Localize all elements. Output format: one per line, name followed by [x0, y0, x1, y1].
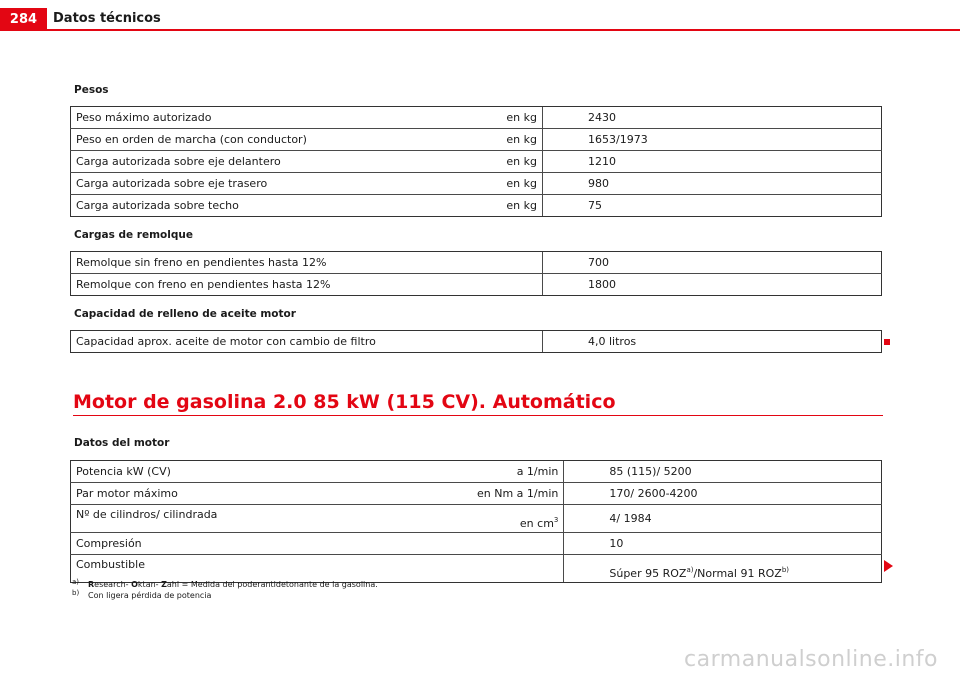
table-row — [71, 129, 882, 151]
footnote-ref-b: b) — [781, 566, 789, 574]
fuel-super: Súper 95 ROZ — [609, 567, 687, 580]
footnote-a — [72, 580, 378, 589]
header-rule — [47, 29, 960, 31]
footnote-mark: a) — [72, 578, 80, 586]
row-value — [564, 555, 882, 583]
table-row — [71, 555, 882, 583]
row-unit: en Nm a 1/min — [472, 483, 564, 505]
table-row — [71, 505, 882, 533]
row-value: 1210 — [543, 151, 882, 173]
row-value: 700 — [543, 252, 882, 274]
weights-heading: Pesos — [74, 84, 109, 96]
row-unit — [472, 505, 564, 533]
row-value: 4,0 litros — [543, 331, 882, 353]
row-value: 2430 — [543, 107, 882, 129]
page-header — [0, 0, 960, 31]
section-end-icon — [884, 339, 890, 345]
row-label: Remolque sin freno en pendientes hasta 12% — [71, 252, 543, 274]
row-value: 980 — [543, 173, 882, 195]
row-value: 170/ 2600-4200 — [564, 483, 882, 505]
engine-table — [70, 460, 882, 583]
table-row — [71, 274, 882, 296]
page-number: 284 — [0, 8, 47, 31]
row-value: 4/ 1984 — [564, 505, 882, 533]
row-unit: en kg — [472, 151, 543, 173]
fn-part: ahl = Medida del poderantidetonante de la gasolina. — [166, 580, 378, 589]
section-rule — [73, 415, 883, 416]
fn-part: ktan- — [137, 580, 162, 589]
row-value: 75 — [543, 195, 882, 217]
row-label: Combustible — [71, 555, 473, 583]
row-label: Nº de cilindros/ cilindrada — [71, 505, 473, 533]
fn-bold-o: O — [131, 580, 138, 589]
row-label: Peso máximo autorizado — [71, 107, 473, 129]
table-row — [71, 195, 882, 217]
footnote-b — [72, 591, 378, 600]
row-label: Capacidad aprox. aceite de motor con cambio de filtro — [71, 331, 543, 353]
row-label: Potencia kW (CV) — [71, 461, 473, 483]
trailer-heading: Cargas de remolque — [74, 229, 193, 241]
table-row — [71, 533, 882, 555]
oil-table — [70, 330, 882, 353]
row-value: 1653/1973 — [543, 129, 882, 151]
row-unit: a 1/min — [472, 461, 564, 483]
row-label: Carga autorizada sobre techo — [71, 195, 473, 217]
table-row — [71, 252, 882, 274]
row-label: Carga autorizada sobre eje trasero — [71, 173, 473, 195]
table-row — [71, 461, 882, 483]
footnotes — [72, 580, 378, 602]
table-row — [71, 151, 882, 173]
row-label: Carga autorizada sobre eje delantero — [71, 151, 473, 173]
footnote-ref-a: a) — [686, 566, 694, 574]
table-row — [71, 173, 882, 195]
section-title: Motor de gasolina 2.0 85 kW (115 CV). Automático — [73, 391, 616, 413]
table-row — [71, 107, 882, 129]
footnote-text — [88, 580, 378, 589]
weights-table — [70, 106, 882, 217]
row-label: Remolque con freno en pendientes hasta 12% — [71, 274, 543, 296]
row-unit — [472, 533, 564, 555]
row-value: 85 (115)/ 5200 — [564, 461, 882, 483]
footnote-mark: b) — [72, 589, 80, 597]
watermark: carmanualsonline.info — [684, 647, 938, 672]
trailer-table — [70, 251, 882, 296]
row-unit: en kg — [472, 107, 543, 129]
row-label: Compresión — [71, 533, 473, 555]
row-unit: en kg — [472, 195, 543, 217]
oil-heading: Capacidad de relleno de aceite motor — [74, 308, 296, 320]
row-unit — [472, 555, 564, 583]
fn-bold-z: Z — [161, 580, 167, 589]
table-row — [71, 331, 882, 353]
row-label: Par motor máximo — [71, 483, 473, 505]
fuel-normal: /Normal 91 ROZ — [693, 567, 782, 580]
fn-bold-r: R — [88, 580, 95, 589]
row-label: Peso en orden de marcha (con conductor) — [71, 129, 473, 151]
engine-heading: Datos del motor — [74, 437, 170, 449]
footnote-text: Con ligera pérdida de potencia — [88, 591, 212, 600]
unit-text: en cm — [519, 517, 554, 530]
row-value: 10 — [564, 533, 882, 555]
table-row — [71, 483, 882, 505]
row-unit: en kg — [472, 173, 543, 195]
row-unit: en kg — [472, 129, 543, 151]
row-value: 1800 — [543, 274, 882, 296]
header-title: Datos técnicos — [53, 11, 161, 26]
fn-part: esearch- — [94, 580, 132, 589]
continue-arrow-icon — [884, 560, 893, 572]
unit-superscript: 3 — [553, 516, 559, 524]
